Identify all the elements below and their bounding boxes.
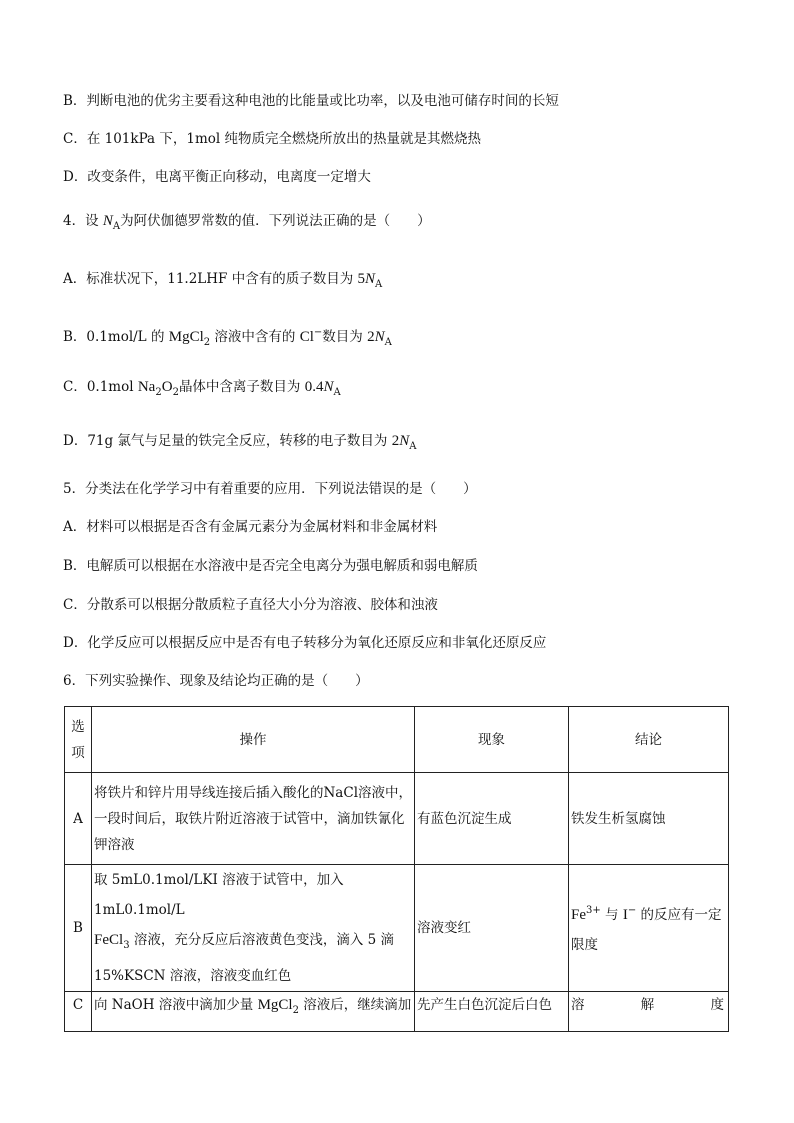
table-header-row bbox=[65, 707, 729, 773]
q5-option-b: B．电解质可以根据在水溶液中是否完全电离分为强电解质和弱电解质 bbox=[63, 558, 478, 574]
row-a-phenomenon: 有蓝色沉淀生成 bbox=[415, 773, 569, 865]
row-a-operation: 将铁片和锌片用导线连接后插入酸化的NaCl溶液中， 一段时间后，取铁片附近溶液于试管中，滴加铁氰化 钾溶液 bbox=[92, 773, 415, 865]
row-c-phenomenon: 先产生白色沉淀后白色 bbox=[415, 992, 569, 1032]
table-row bbox=[65, 865, 729, 992]
q4-option-d: D．71g 氯气与足量的铁完全反应，转移的电子数目为 $2N_A$ bbox=[63, 433, 417, 452]
header-phenomenon: 现象 bbox=[415, 707, 569, 773]
q4-option-c: C．0.1mol $Na_2O_2$晶体中含离子数目为 $0.4N_A$ bbox=[63, 379, 341, 398]
q5-option-a: A．材料可以根据是否含有金属元素分为金属材料和非金属材料 bbox=[63, 519, 438, 535]
q3-option-c: C．在 101kPa 下，1mol 纯物质完全燃烧所放出的热量就是其燃烧热 bbox=[63, 131, 482, 147]
q6-stem: 6．下列实验操作、现象及结论均正确的是（ ） bbox=[63, 673, 369, 689]
q6-table bbox=[64, 706, 729, 1032]
row-c-operation: 向 NaOH 溶液中滴加少量 MgCl$_2$ 溶液后，继续滴加 bbox=[92, 992, 415, 1032]
row-a-conclusion: 铁发生析氢腐蚀 bbox=[569, 773, 729, 865]
row-b-operation: 取 5mL0.1mol/LKI 溶液于试管中，加入 1mL0.1mol/L FeCl$_3$ 溶液，充分反应后溶液黄色变浅，滴入 5 滴 15%KSCN 溶液，溶液变血红色 bbox=[92, 865, 415, 992]
table-row bbox=[65, 773, 729, 865]
row-b-phenomenon: 溶液变红 bbox=[415, 865, 569, 992]
q5-stem: 5．分类法在化学学习中有着重要的应用．下列说法错误的是（ ） bbox=[63, 481, 477, 497]
q3-option-d: D．改变条件，电离平衡正向移动，电离度一定增大 bbox=[63, 169, 371, 185]
row-b-label: B bbox=[65, 865, 92, 992]
q5-option-d: D．化学反应可以根据反应中是否有电子转移分为氧化还原反应和非氧化还原反应 bbox=[63, 635, 547, 651]
header-operation: 操作 bbox=[92, 707, 415, 773]
table-row bbox=[65, 992, 729, 1032]
header-conclusion: 结论 bbox=[569, 707, 729, 773]
q3-option-b: B．判断电池的优劣主要看这种电池的比能量或比功率，以及电池可储存时间的长短 bbox=[63, 93, 559, 109]
q5-option-c: C．分散系可以根据分散质粒子直径大小分为溶液、胶体和浊液 bbox=[63, 597, 438, 613]
header-option: 选 项 bbox=[65, 707, 92, 773]
q4-option-a: A．标准状况下，11.2LHF 中含有的质子数目为 $5N_A$ bbox=[63, 271, 383, 290]
q4-option-b: B．0.1mol/L 的 MgCl$_2$ 溶液中含有的 Cl−数目为 $2N_A$ bbox=[63, 327, 392, 348]
row-b-conclusion: $Fe^{3+}$ 与 I− 的反应有一定 限度 bbox=[569, 865, 729, 992]
row-c-label: C bbox=[65, 992, 92, 1032]
q4-stem: 4．设 $N_A$为阿伏伽德罗常数的值．下列说法正确的是（ ） bbox=[63, 213, 431, 232]
row-c-conclusion: 溶 解 度 bbox=[569, 992, 729, 1032]
row-a-label: A bbox=[65, 773, 92, 865]
